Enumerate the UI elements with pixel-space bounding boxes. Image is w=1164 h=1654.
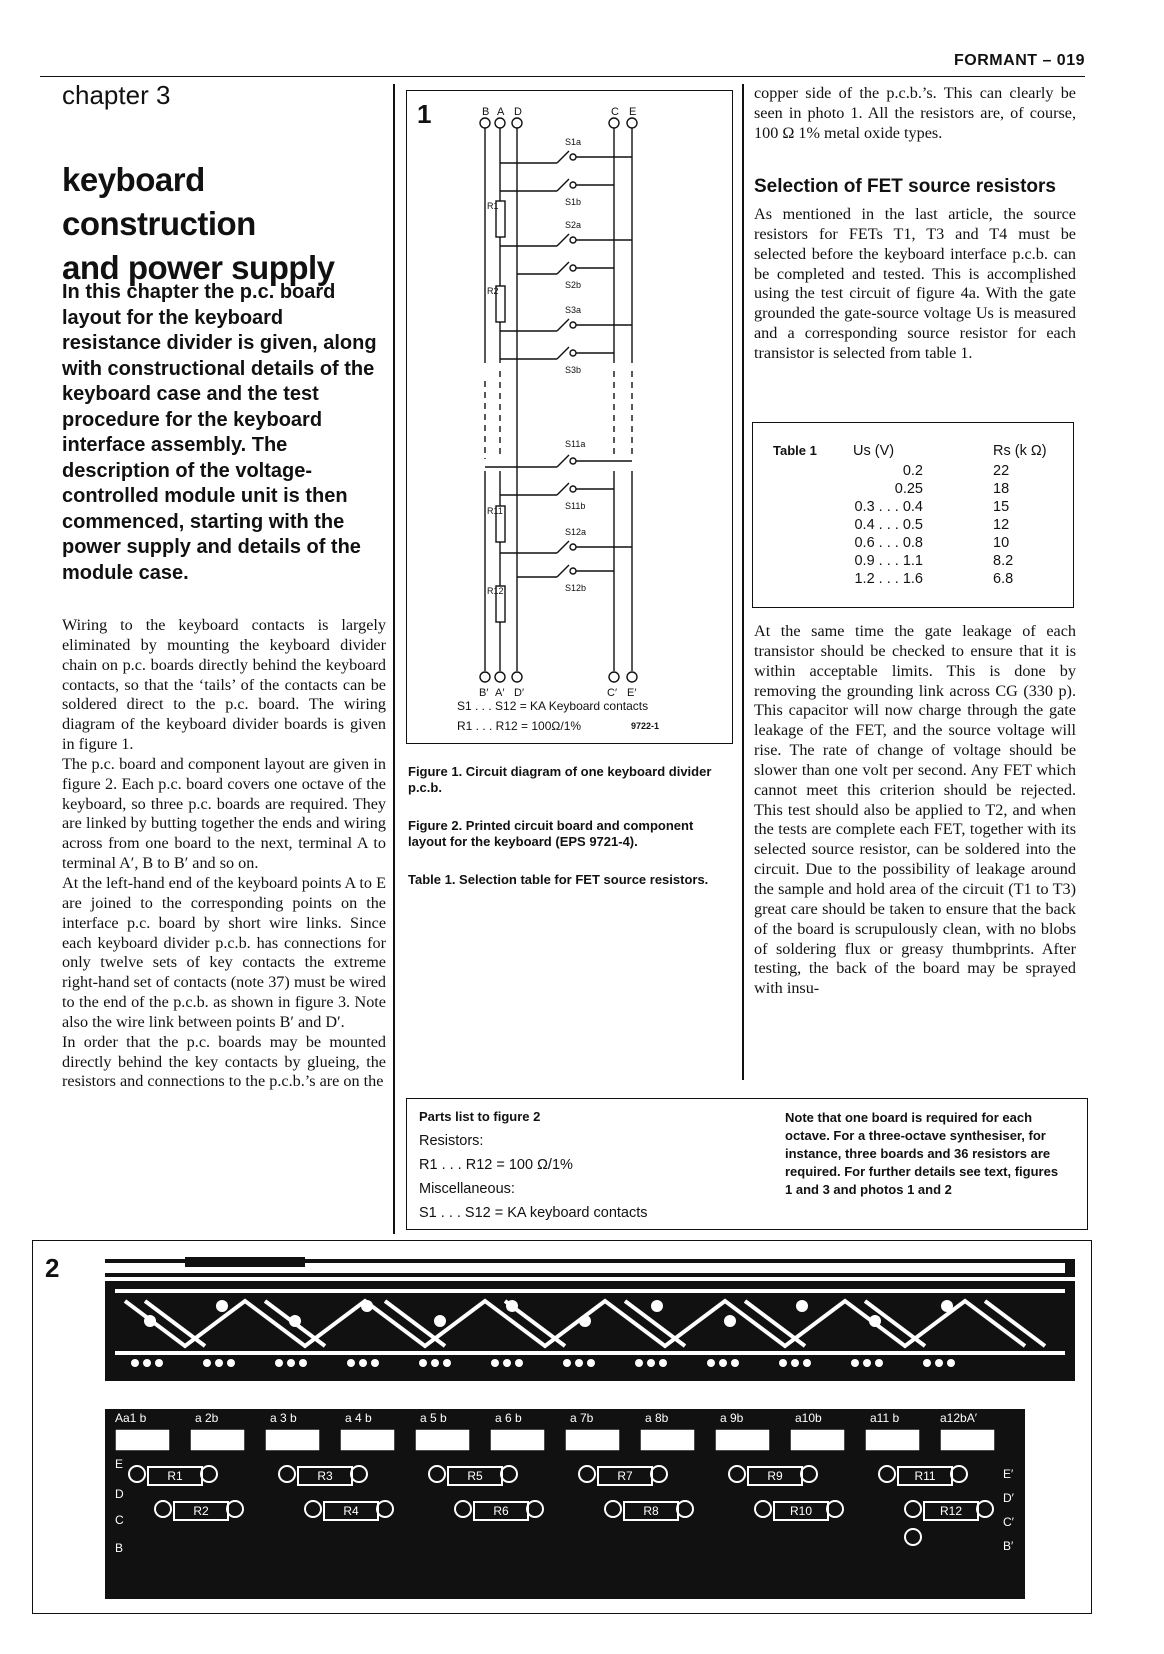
resistor-label: R2: [487, 286, 499, 296]
parts-list: [406, 1098, 1088, 1230]
resistor-r7: R7: [597, 1466, 653, 1486]
section-heading: Selection of FET source resistors: [754, 176, 1056, 197]
terminal-letter: B′: [1003, 1539, 1014, 1553]
terminal-letter: C: [115, 1513, 124, 1527]
paragraph: Wiring to the keyboard contacts is largely eliminated by mounting the keyboard divider chain on p.c. boards directly behind the keyboard contacts, so that the ‘tails’ of the contacts can be soldered direct to the p.c. board. The wiring diagram of the keyboard divider boards is given in figure 1.: [62, 616, 386, 754]
column-header: Us (V): [853, 443, 895, 459]
figure-code: 9722-1: [631, 721, 660, 731]
contact-pads: [105, 1409, 1025, 1599]
table-row: 0.4 . . . 0.5 12: [854, 517, 1010, 533]
switch-label: S12b: [565, 583, 587, 593]
pad-label: a 6 b: [495, 1411, 522, 1425]
table-row: 0.3 . . . 0.4 15: [854, 499, 1010, 515]
figure-2-caption: Figure 2. Printed circuit board and component layout for the keyboard (EPS 9721-4).: [408, 818, 694, 849]
parts-note: Note that one board is required for each octave. For a three-octave synthesiser, for instance, three boards and 36 resistors are required. For further details see text, figures 1 and 3 and photos 1 and 2: [785, 1110, 1059, 1197]
terminal-label: E′: [627, 687, 637, 699]
table-1: [752, 422, 1074, 608]
parts-misc-label: Miscellaneous:: [419, 1181, 515, 1197]
body-right-mid: As mentioned in the last article, the source resistors for FETs T1, T3 and T4 must be selected before the keyboard interface p.c.b. can be completed and tested. This is accomplished using the test circuit of figure 4a. With the gate grounded the gate-source voltage Us is measured and a corresponding source resistor for each transistor is selected from table 1.: [754, 205, 1076, 362]
resistor-r2: R2: [173, 1501, 229, 1521]
table-row: 0.25 18: [894, 481, 1010, 497]
paragraph: The p.c. board and component layout are given in figure 2. Each p.c. board covers one octave of the keyboard, so three p.c. boards are required. They are linked by butting together the ends and wiring across from one board to the next, terminal A to terminal A′, B to B′ and so on.: [62, 754, 386, 873]
resistor-r5: R5: [447, 1466, 503, 1486]
body-left: [62, 616, 386, 1092]
resistor-label: R1: [487, 201, 499, 211]
resistor-label: R11: [487, 506, 503, 516]
column-header: Rs (k Ω): [993, 443, 1047, 459]
terminal-letter: E′: [1003, 1467, 1014, 1481]
circuit-diagram: [407, 91, 732, 743]
terminal-label: B′: [479, 687, 489, 699]
terminal-label-B: B: [482, 106, 490, 118]
resistor-r12: R12: [923, 1501, 979, 1521]
terminal-letter: E: [115, 1457, 124, 1471]
figure-number: 1: [417, 99, 432, 129]
switch-label: S3a: [565, 305, 582, 315]
parts-misc: S1 . . . S12 = KA keyboard contacts: [419, 1205, 648, 1221]
parts-resistors: R1 . . . R12 = 100 Ω/1%: [419, 1157, 573, 1173]
terminal-label: A′: [495, 687, 505, 699]
table-row: 0.9 . . . 1.1 8.2: [854, 553, 1014, 569]
pad-label: a 2b: [195, 1411, 219, 1425]
column-rule: [742, 84, 744, 1080]
switch-label: S1a: [565, 137, 582, 147]
component-layout: [105, 1409, 1025, 1599]
table-row: 1.2 . . . 1.6 6.8: [854, 571, 1014, 587]
pad-label: a10b: [795, 1411, 822, 1425]
resistor-r3: R3: [297, 1466, 353, 1486]
chapter-label: chapter 3: [62, 80, 171, 110]
body-right-top: copper side of the p.c.b.’s. This can clearly be seen in photo 1. All the resistors are, of course, 100 Ω 1% metal oxide types.: [754, 84, 1076, 142]
terminal-letter: D: [115, 1487, 124, 1501]
figure-1: [406, 90, 733, 744]
terminal-letter: B: [115, 1541, 124, 1555]
switch-label: S12a: [565, 527, 587, 537]
terminal-letter: C′: [1003, 1515, 1014, 1529]
title-line-1: keyboard construction: [62, 161, 256, 242]
resistor-r8: R8: [623, 1501, 679, 1521]
title-line-2: and power supply: [62, 249, 335, 286]
terminal-label-D: D: [514, 106, 522, 118]
running-header: [40, 50, 1085, 77]
terminal-letter: D′: [1003, 1491, 1014, 1505]
switch-label: S1b: [565, 197, 582, 207]
resistor-r1: R1: [147, 1466, 203, 1486]
pad-label: a12bA′: [940, 1411, 977, 1425]
resistor-r9: R9: [747, 1466, 803, 1486]
table-label: Table 1: [773, 443, 817, 458]
parts-heading: Parts list to figure 2: [419, 1109, 541, 1124]
figure-number: 2: [45, 1253, 60, 1283]
switch-label: S2a: [565, 220, 582, 230]
figure-legend: R1 . . . R12 = 100Ω/1%: [457, 719, 582, 733]
switch-label: S3b: [565, 365, 582, 375]
body-right-bottom: At the same time the gate leakage of each transistor should be checked to ensure that it is within acceptable limits. This is done by removing the grounding link across CG (330 p). This capacitor will now charge through the gate leakage of the FET, and the source voltage will rise. The rate of change of voltage should be slower than one volt per second. Any FET which cannot meet this criterion should be rejected. This test should also be applied to T2, and when the tests are complete each FET, together with its selected source resistor, can be soldered into the circuit. Due to the possibility of leakage around the sample and hold area of the circuit (T1 to T3) great care should be taken to ensure that the back of the board is scrupulously clean, with no blobs of soldering flux or greasy thumbprints. After testing, the back of the board may be sprayed with insu-: [754, 622, 1076, 998]
table-1-caption: Table 1. Selection table for FET source resistors.: [408, 872, 709, 887]
parts-resistors-label: Resistors:: [419, 1133, 484, 1149]
terminal-label-E: E: [629, 106, 637, 118]
table-row: 0.2 22: [902, 463, 1010, 479]
pad-label: a11 b: [870, 1411, 900, 1425]
terminal-label-C: C: [611, 106, 619, 118]
resistor-label: R12: [487, 586, 504, 596]
pad-label: Aa1 b: [115, 1411, 147, 1425]
column-rule: [393, 84, 395, 1234]
figure-legend: S1 . . . S12 = KA Keyboard contacts: [457, 699, 649, 713]
resistor-r10: R10: [773, 1501, 829, 1521]
intro-paragraph: In this chapter the p.c. board layout for the keyboard resistance divider is given, along with constructional details of the keyboard case and the test procedure for the keyboard interface assembly. The description of the voltage-controlled module unit is then commenced, starting with the power supply and details of the module case.: [62, 281, 377, 584]
pad-label: a 5 b: [420, 1411, 447, 1425]
paragraph: At the left-hand end of the keyboard points A to E are joined to the corresponding points on the interface p.c. board by short wire links. Since each keyboard divider p.c.b. has connections for only twelve sets of key contacts the extreme right-hand set of contacts (note 37) must be wired to the end of the p.c.b. as shown in figure 3. Note also the wire link between points B′ and D′.: [62, 873, 386, 1031]
resistor-r11: R11: [897, 1466, 953, 1486]
pad-label: a 4 b: [345, 1411, 372, 1425]
resistor-r4: R4: [323, 1501, 379, 1521]
terminal-label-A: A: [497, 106, 505, 118]
pad-label: a 3 b: [270, 1411, 297, 1425]
table-row: 0.6 . . . 0.8 10: [854, 535, 1010, 551]
pad-label: a 8b: [645, 1411, 669, 1425]
switch-label: S2b: [565, 280, 582, 290]
terminal-label: D′: [514, 687, 525, 699]
figure-2: [32, 1240, 1092, 1614]
resistor-r6: R6: [473, 1501, 529, 1521]
pad-label: a 9b: [720, 1411, 744, 1425]
figure-1-caption: Figure 1. Circuit diagram of one keyboard divider p.c.b.: [408, 764, 712, 795]
paragraph: In order that the p.c. boards may be mounted directly behind the key contacts by glueing, the resistors and connections to the p.c.b.’s are on the: [62, 1032, 386, 1091]
pcb-track-layout: [105, 1251, 1075, 1381]
pad-label: a 7b: [570, 1411, 594, 1425]
article-title: [62, 158, 392, 290]
journal-title: FORMANT – 019: [954, 52, 1085, 69]
switch-label: S11a: [565, 439, 586, 449]
terminal-label: C′: [607, 687, 618, 699]
switch-label: S11b: [565, 501, 586, 511]
